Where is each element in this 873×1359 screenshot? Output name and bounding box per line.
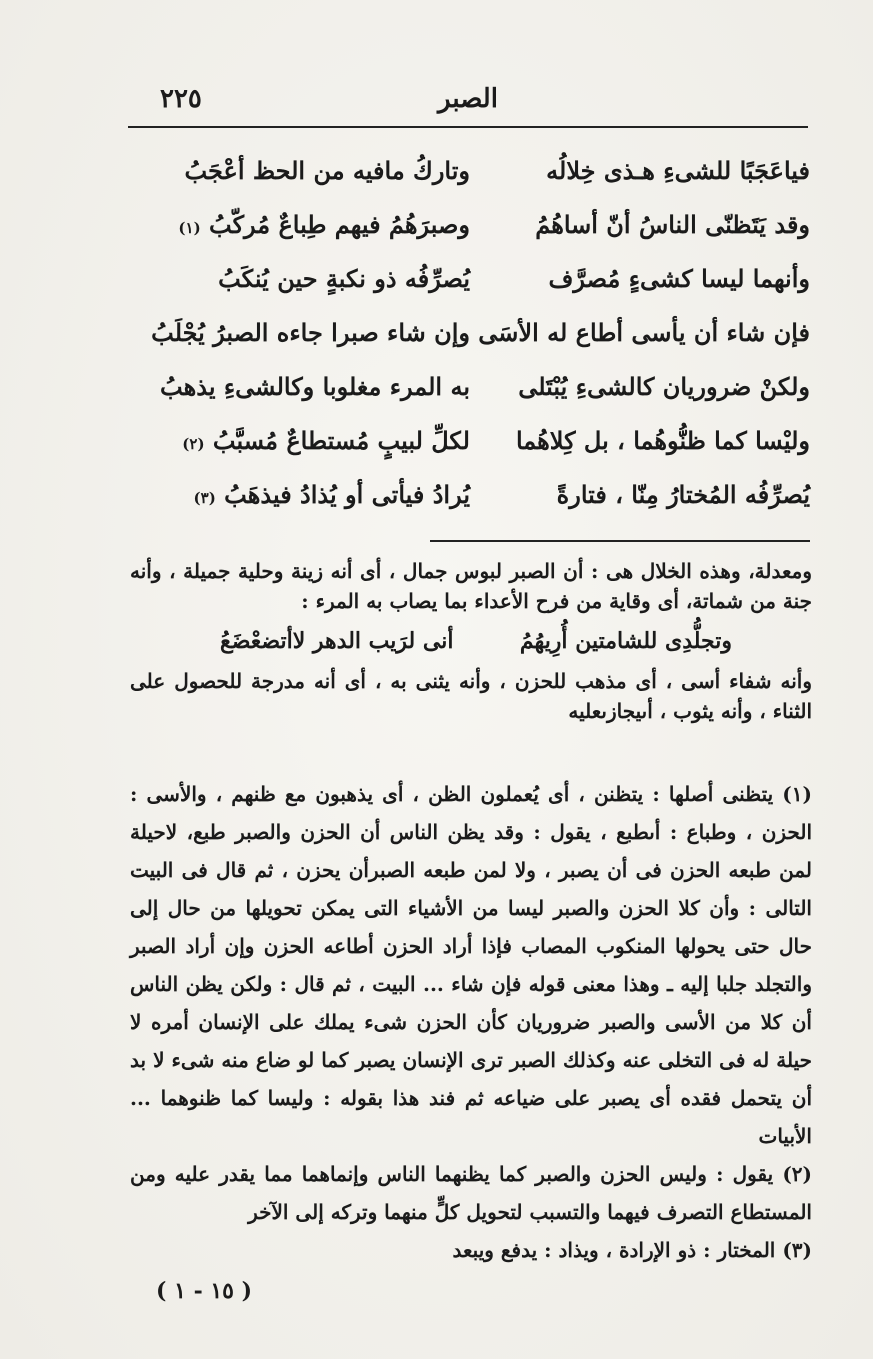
commentary bbox=[130, 556, 812, 726]
footnote-1: (١) يتظنى أصلها : يتظنن ، أى يُعملون الظن ، أى يذهبون مع ظنهم ، والأسى : الحزن ، وطباع : أىطبع ، يقول : وقد يظن الناس أن الحزن والصبر طبع، لاحيلة لمن طبعه الحزن فى أن يصبر ، ولا لمن طبعه الصبرأن يحزن ، ثم قال فى البيت التالى : وأن كلا الحزن والصبر ليسا من الأشياء التى يمكن تحويلها من حال إلى حال حتى يحولها المنكوب المصاب فإذا أراد الحزن أطاعه الحزن وإن أراد الصبر والتجلد جلبا إليه ـ وهذا معنى قوله فإن شاء ... البيت ، ثم قال : ولكن يظن الناس أن كلا من الأسى والصبر ضروريان كأن الحزن شىء يملك على الإنسان أمره لا حيلة له فى التخلى عنه وكذلك الصبر ترى الإنسان يصبر كما لو ضاع منه شىء لا بد أن يتحمل فقده أى يصبر على ضياعه ثم فند هذا بقوله : وليسا كما ظنوهما ... الأبيات bbox=[130, 782, 812, 1148]
poem-line bbox=[130, 312, 810, 366]
poem-line bbox=[130, 366, 810, 420]
first-hemistich: وأنهما ليسا كشىءٍ مُصرَّف bbox=[548, 264, 810, 293]
second-hemistich-text: يُرادُ فيأتى أو يُذادُ فيذهَبُ bbox=[224, 480, 470, 509]
second-hemistich bbox=[130, 372, 470, 401]
second-hemistich bbox=[130, 210, 470, 239]
second-hemistich-text: به المرء مغلوبا وكالشىءِ يذهبُ bbox=[160, 372, 470, 401]
second-hemistich-text: وتاركُ مافيه من الحظ أعْجَبُ bbox=[184, 156, 470, 185]
running-title: الصبر bbox=[438, 84, 498, 114]
quoted-verse-first: وتجلُّدِى للشامتين أُرِيهُمُ bbox=[519, 628, 732, 654]
footnote-2: (٢) يقول : وليس الحزن والصبر كما يظنهما الناس وإنماهما مما يقدر عليه ومن المستطاع التصرف فيهما والتسبب لتحويل كلٍّ منهما وتركه إلى الآخر bbox=[130, 1162, 812, 1224]
first-hemistich: وليْسا كما ظنُّوهُما ، بل كِلاهُما bbox=[515, 426, 810, 455]
poem-line bbox=[130, 474, 810, 528]
first-hemistich: يُصرِّفُه المُختارُ مِنّا ، فتارةً bbox=[556, 480, 810, 509]
poem-line bbox=[130, 420, 810, 474]
second-hemistich-text: يُصرِّفُه ذو نكبةٍ حين يُنكَبُ bbox=[218, 264, 470, 293]
first-hemistich: وقد يَتَظنّى الناسُ أنّ أساهُمُ bbox=[535, 210, 810, 239]
poem-line bbox=[130, 258, 810, 312]
signature-mark: ( ١٥ - ١ ) bbox=[156, 1278, 253, 1304]
quoted-verse bbox=[130, 624, 812, 664]
first-hemistich: ولكنْ ضروريان كالشىءِ يُبْتَلى bbox=[518, 372, 810, 401]
second-hemistich-text: وصبرَهُمُ فيهم طِباعٌ مُركّبُ bbox=[209, 210, 470, 239]
footnotes bbox=[130, 775, 812, 1269]
footnote-3: (٣) المختار : ذو الإرادة ، ويذاد : يدفع ويبعد bbox=[452, 1238, 812, 1262]
commentary-paragraph: ومعدلة، وهذه الخلال هى : أن الصبر لبوس جمال ، أى أنه زينة وحلية جميلة ، وأنه جنة من شماتة، أى وقاية من فرح الأعداء بما يصاب به المرء : bbox=[130, 559, 812, 613]
footnote-ref[interactable]: (٣) bbox=[193, 489, 216, 507]
second-hemistich bbox=[130, 480, 470, 509]
first-hemistich: فياعَجَبًا للشىءِ هـذى خِلالُه bbox=[546, 156, 810, 185]
poem-line bbox=[130, 150, 810, 204]
second-hemistich bbox=[130, 318, 470, 347]
poem bbox=[130, 150, 810, 528]
first-hemistich: فإن شاء أن يأسى أطاع له الأسَى bbox=[478, 318, 810, 347]
second-hemistich bbox=[130, 426, 470, 455]
poem-line bbox=[130, 204, 810, 258]
footnote-ref[interactable]: (٢) bbox=[182, 435, 205, 453]
footnote-ref[interactable]: (١) bbox=[178, 219, 201, 237]
second-hemistich bbox=[130, 156, 470, 185]
section-divider bbox=[430, 540, 810, 542]
second-hemistich-text: وإن شاء صبرا جاءه الصبرُ يُجْلَبُ bbox=[151, 318, 470, 347]
page-number: ٢٢٥ bbox=[160, 84, 202, 114]
page-header bbox=[128, 80, 808, 128]
commentary-paragraph: وأنه شفاء أسى ، أى مذهب للحزن ، وأنه يثنى به ، أى أنه مدرجة للحصول على الثناء ، وأنه يثوب ، أىيجازىعليه bbox=[130, 669, 812, 723]
quoted-verse-second: أنى لرَيب الدهر لاأتضعْضَعُ bbox=[220, 628, 454, 654]
second-hemistich bbox=[130, 264, 470, 293]
second-hemistich-text: لكلِّ لبيبٍ مُستطاعٌ مُسبَّبُ bbox=[212, 426, 470, 455]
